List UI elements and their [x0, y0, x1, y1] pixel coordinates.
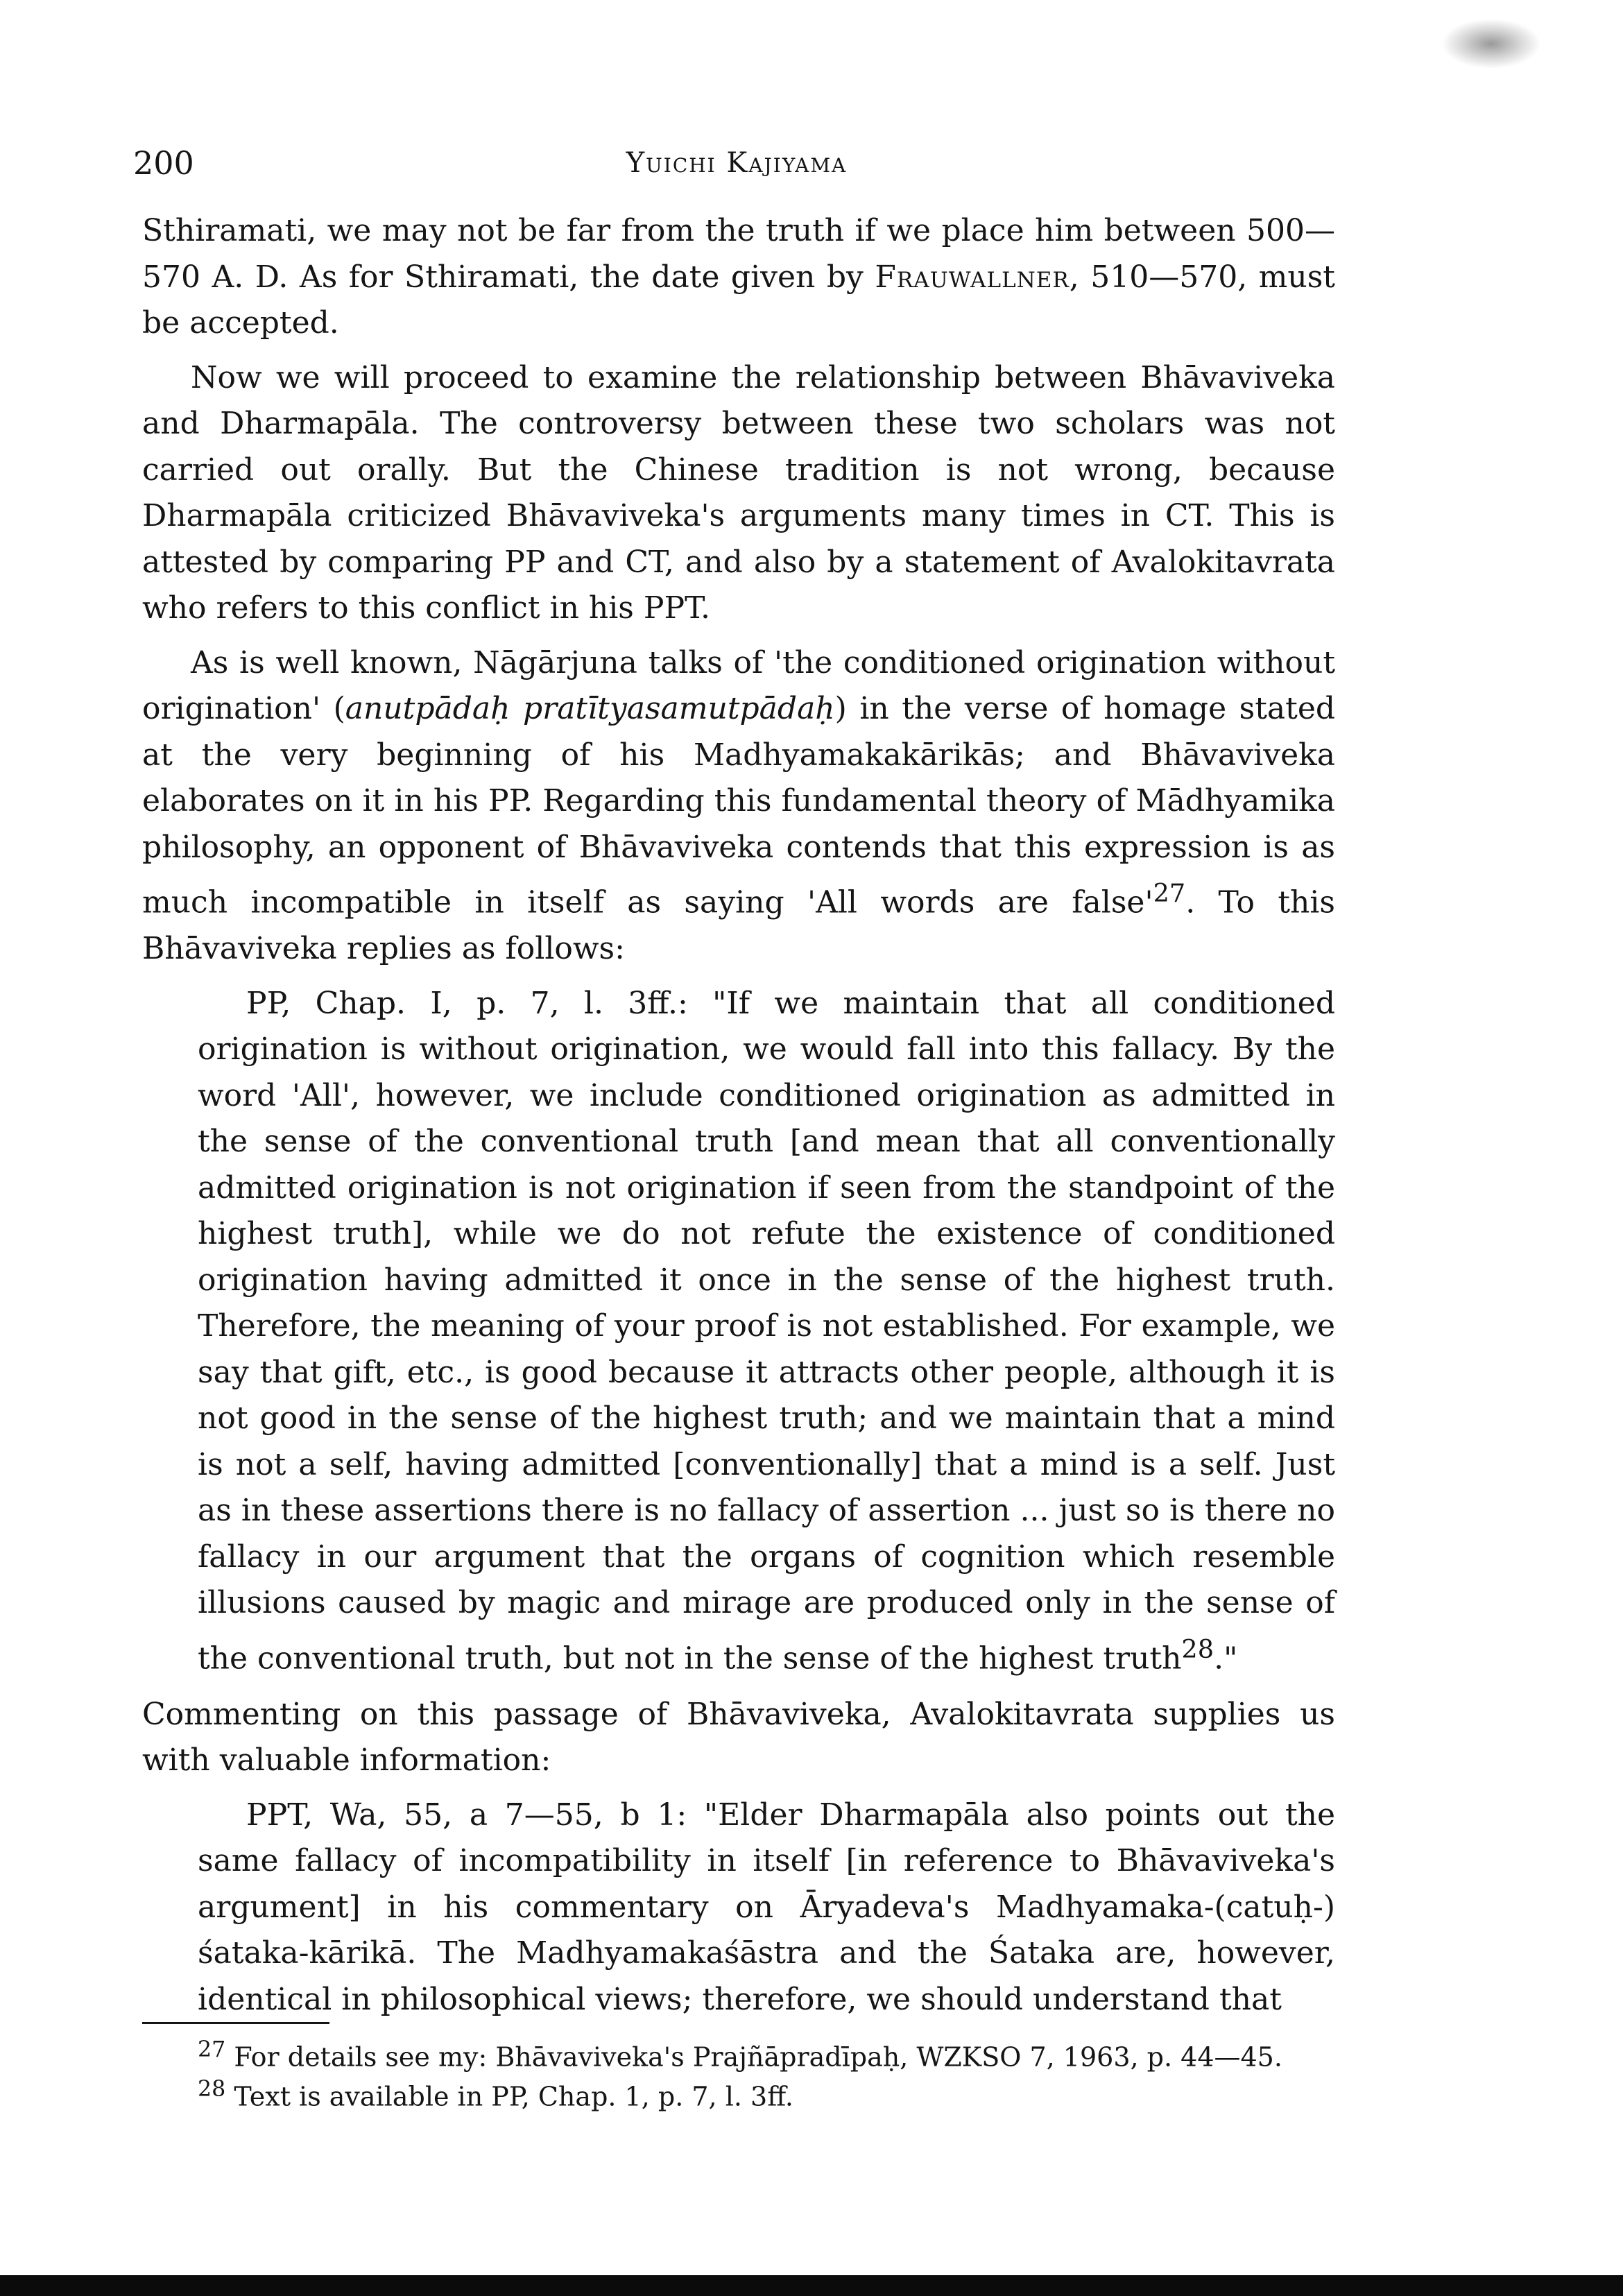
quote-pp-end: .": [1214, 1640, 1238, 1677]
paragraph-1: [142, 208, 1335, 347]
main-text: [142, 208, 1335, 2032]
page-header: [133, 142, 1340, 184]
paragraph-3-text: As is well known, Nāgārjuna talks of 'the conditioned origination without origination' (: [142, 644, 1335, 726]
paragraph-4: Commenting on this passage of Bhāvaviveka, Avalokitavrata supplies us with valuable information:: [142, 1696, 1335, 1779]
footnote-ref-28[interactable]: 28: [1181, 1634, 1214, 1664]
running-head: Yuichi Kajiyama: [626, 147, 848, 179]
footnote-ref-27[interactable]: 27: [1153, 878, 1186, 908]
quote-pp: [198, 981, 1335, 1682]
scan-bottom-edge: [0, 2275, 1623, 2296]
sanskrit-term: anutpādaḥ pratītyasamutpādaḥ: [345, 691, 835, 726]
footnote-28: [142, 2073, 1335, 2113]
quote-ppt: PPT, Wa, 55, a 7—55, b 1: "Elder Dharmapāla also points out the same fallacy of incompatibility in itself [in reference to Bhāvaviveka's argument] in his commentary on Āryadeva's Madhyamaka-(catuḥ-) śataka-kārikā. The Madhyamakaśāstra and the Śataka are, however, identical in philosophical views; therefore, we should understand that: [198, 1797, 1335, 2017]
footnote-27-text: For details see my: Bhāvaviveka's Prajñāpradīpaḥ, WZKSO 7, 1963, p. 44—45.: [225, 2041, 1282, 2073]
paragraph-2: Now we will proceed to examine the relationship between Bhāvaviveka and Dharmapāla. The controversy between these two scholars was not carried out orally. But the Chinese tradition is not wrong, because Dharmapāla criticized Bhāvaviveka's arguments many times in CT. This is attested by comparing PP and CT, and also by a statement of Avalokitavrata who refers to this conflict in his PPT.: [142, 359, 1335, 626]
footnotes: [142, 2022, 1335, 2112]
footnote-27-number: 27: [198, 2037, 226, 2062]
page-number: 200: [133, 144, 194, 182]
quote-pp-text: PP, Chap. I, p. 7, l. 3ff.: "If we maintain that all conditioned origination is without origination, we would fall into this fallacy. By the word 'All', however, we include conditioned origination as admitted in the sense of the conventional truth [and mean that all conventionally admitted origination is not origination if seen from the standpoint of the highest truth], while we do not refute the existence of conditioned origination having admitted it once in the sense of the highest truth. Therefore, the meaning of your proof is not established. For example, we say that gift, etc., is good because it attracts other people, although it is not good in the sense of the highest truth; and we maintain that a mind is not a self, having admitted [conventionally] that a mind is a self. Just as in these assertions there is no fallacy of assertion ... just so is there no fallacy in our argument that the organs of cognition which resemble illusions caused by magic and mirage are produced only in the sense of the conventional truth, but not in the sense of the highest truth: [198, 985, 1335, 1677]
footnote-rule: [142, 2022, 329, 2024]
paragraph-1-text: Sthiramati, we may not be far from the truth if we place him between 500—570 A. D. As for Sthiramati, the date given by: [142, 213, 1335, 295]
footnote-28-number: 28: [198, 2076, 226, 2102]
footnote-27: [142, 2034, 1335, 2073]
footnote-28-text: Text is available in PP, Chap. 1, p. 7, l. 3ff.: [225, 2081, 793, 2112]
paragraph-3-end: . To this Bhāvaviveka replies as follows:: [142, 884, 1335, 967]
scan-smudge: [1443, 19, 1540, 68]
paragraph-1-end: , 510—570, must be accepted.: [142, 259, 1335, 341]
paragraph-3: [142, 640, 1335, 973]
paragraph-3-middle: ) in the verse of homage stated at the very beginning of his Madhyamakakārikās; and Bhāvaviveka elaborates on it in his PP. Regarding this fundamental theory of Mādhyamika philosophy, an opponent of Bhāvaviveka contends that this expression is as much incompatible in itself as saying 'All words are false': [142, 691, 1336, 920]
author-name-frauwallner: Frauwallner: [875, 259, 1070, 295]
